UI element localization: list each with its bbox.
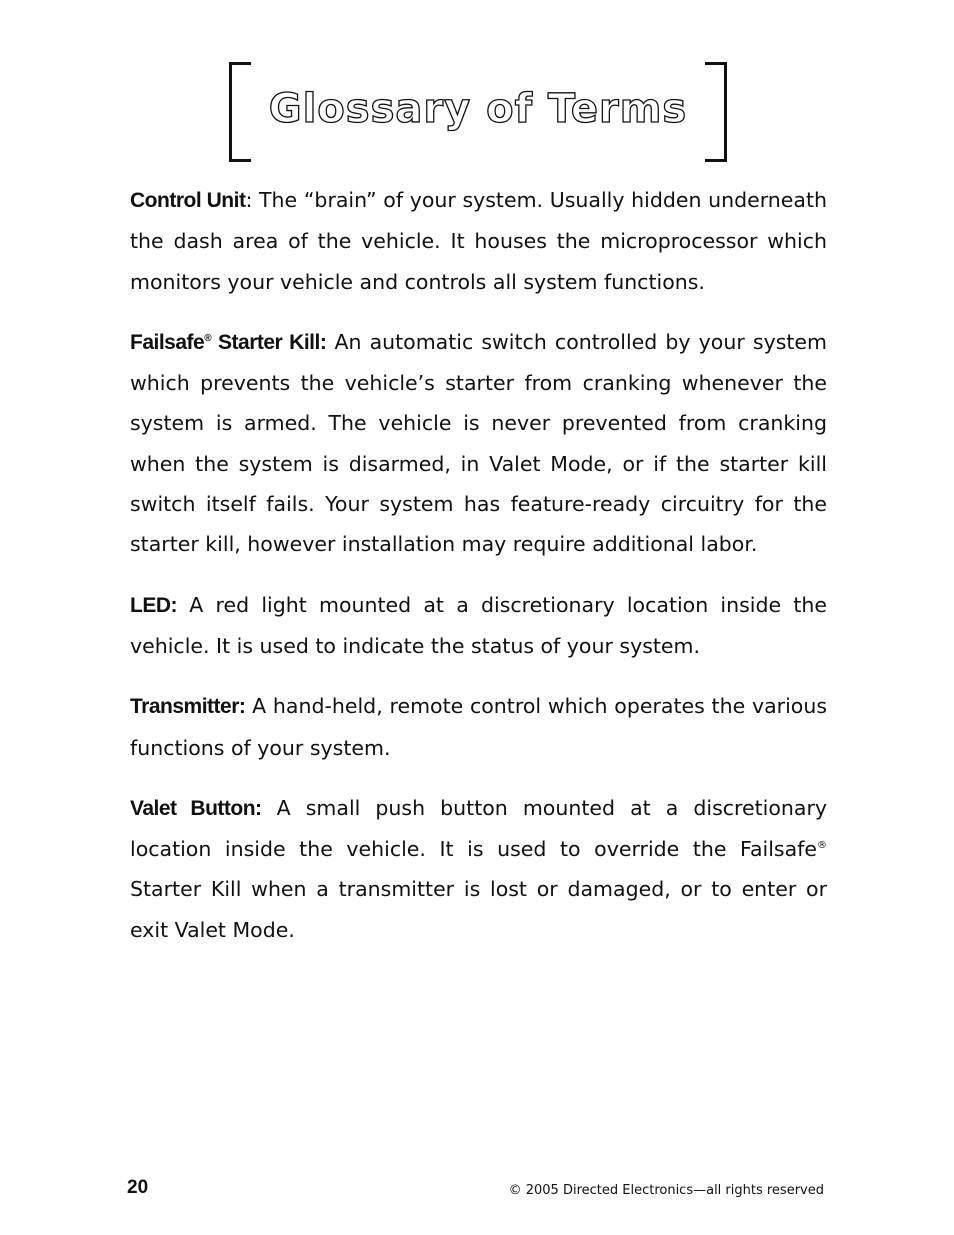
glossary-definition-part: A small push button mounted at a discretionary location inside the vehicle. It is used to override the Failsafe: [130, 795, 828, 862]
glossary-entry-failsafe-starter-kill: [130, 322, 827, 565]
glossary-definition: A red light mounted at a discretionary location inside the vehicle. It is used to indicate the status of your system.: [130, 592, 827, 658]
right-bracket: [705, 62, 727, 162]
term-separator: :: [245, 188, 253, 212]
glossary-term: Transmitter:: [130, 695, 246, 719]
page-title: Glossary of Terms: [268, 86, 688, 132]
registered-mark: ®: [204, 332, 212, 344]
term-text: Failsafe: [130, 330, 205, 354]
glossary-term: [130, 331, 326, 354]
glossary-definition: An automatic switch controlled by your system which prevents the vehicle’s starter from cranking whenever the system is armed. The vehicle is never prevented from cranking when the system is disarmed, in Valet Mode, or if the starter kill switch itself fails. Your system has feature-ready circuitry for the starter kill, however installation may require additional labor.: [130, 329, 827, 557]
glossary-entry-transmitter: [130, 686, 827, 768]
glossary-list: [130, 180, 827, 970]
glossary-term: Control Unit: [130, 189, 246, 212]
glossary-term: LED:: [130, 593, 177, 617]
registered-mark: ®: [817, 840, 827, 852]
term-text-rest: Starter Kill:: [211, 330, 327, 354]
glossary-entry-control-unit: [130, 180, 827, 302]
copyright-notice: © 2005 Directed Electronics—all rights reserved: [508, 1183, 824, 1198]
glossary-term: Valet Button:: [130, 796, 262, 820]
glossary-definition: The “brain” of your system. Usually hidden underneath the dash area of the vehicle. It houses the microprocessor which monitors your vehicle and controls all system functions.: [130, 188, 827, 294]
glossary-definition: A hand-held, remote control which operates the various functions of your system.: [130, 694, 827, 760]
glossary-entry-valet-button: [130, 788, 827, 950]
glossary-definition-part: Starter Kill when a transmitter is lost or damaged, or to enter or exit Valet Mode.: [130, 877, 827, 942]
page-number: 20: [127, 1177, 149, 1198]
title-block: [229, 62, 727, 164]
glossary-entry-led: [130, 585, 827, 667]
